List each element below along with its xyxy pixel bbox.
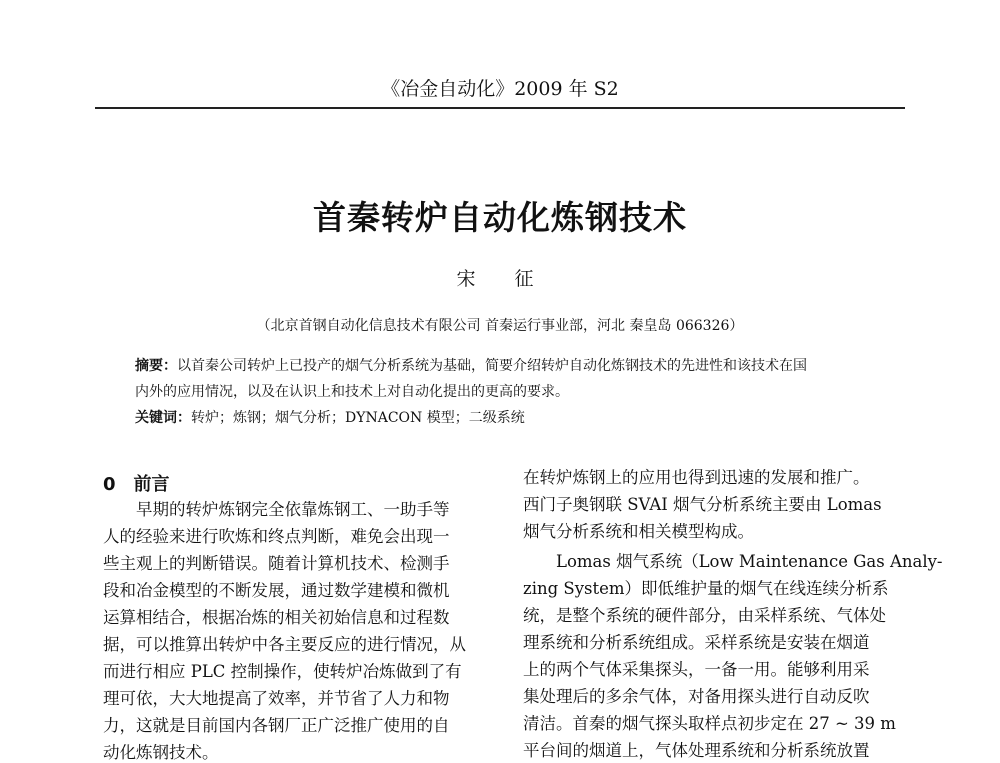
right-line: 在转炉炼钢上的应用也得到迅速的发展和推广。 [523, 468, 870, 487]
left-line: 些主观上的判断错误。随着计算机技术、检测手 [103, 554, 450, 573]
abstract-label: 摘要： [135, 358, 177, 374]
keywords [135, 407, 525, 427]
left-line: 早期的转炉炼钢完全依靠炼钢工、一助手等 [103, 500, 450, 519]
left-line: 运算相结合，根据冶炼的相关初始信息和过程数 [103, 608, 450, 627]
section-number: 0 [103, 474, 116, 495]
right-line: 清洁。首秦的烟气探头取样点初步定在 27 ~ 39 m [523, 714, 896, 733]
right-line: 理系统和分析系统组成。采样系统是安装在烟道 [523, 633, 870, 652]
right-line: 统，是整个系统的硬件部分，由采样系统、气体处 [523, 606, 886, 625]
left-line: 据，可以推算出转炉中各主要反应的进行情况，从 [103, 635, 466, 654]
right-line: Lomas 烟气系统（Low Maintenance Gas Analy- [523, 552, 943, 571]
affiliation: （北京首钢自动化信息技术有限公司 首秦运行事业部，河北 秦皇岛 066326） [256, 318, 744, 334]
abstract-line-2: 内外的应用情况，以及在认识上和技术上对自动化提出的更高的要求。 [135, 384, 569, 400]
right-line: 烟气分析系统和相关模型构成。 [523, 522, 754, 541]
right-line: zing System）即低维护量的烟气在线连续分析系 [523, 579, 889, 598]
section-title: 前言 [133, 474, 170, 495]
right-line: 西门子奥钢联 SVAI 烟气分析系统主要由 Lomas [523, 495, 882, 514]
right-line: 集处理后的多余气体，对备用探头进行自动反吹 [523, 687, 870, 706]
journal-header: 《冶金自动化》2009 年 S2 [381, 78, 619, 100]
left-line: 而进行相应 PLC 控制操作，使转炉冶炼做到了有 [103, 662, 462, 681]
keywords-text: 转炉；炼钢；烟气分析；DYNACON 模型；二级系统 [191, 410, 525, 426]
left-line: 段和冶金模型的不断发展，通过数学建模和微机 [103, 581, 450, 600]
right-line: 上的两个气体采集探头，一备一用。能够利用采 [523, 660, 870, 679]
abstract-line-1 [135, 355, 807, 375]
right-line: 平台间的烟道上，气体处理系统和分析系统放置 [523, 741, 870, 760]
left-line: 动化炼钢技术。 [103, 743, 219, 762]
paper-title: 首秦转炉自动化炼钢技术 [313, 198, 687, 237]
left-line: 力，这就是目前国内各钢厂正广泛推广使用的自 [103, 716, 450, 735]
left-line: 理可依，大大地提高了效率，并节省了人力和物 [103, 689, 450, 708]
section-heading [103, 470, 170, 496]
left-line: 人的经验来进行吹炼和终点判断，难免会出现一 [103, 527, 450, 546]
header-rule [95, 107, 905, 109]
author: 宋 征 [456, 268, 544, 290]
keywords-label: 关键词： [135, 410, 191, 426]
abstract-text-1: 以首秦公司转炉上已投产的烟气分析系统为基础，简要介绍转炉自动化炼钢技术的先进性和该技术在国 [177, 358, 807, 374]
